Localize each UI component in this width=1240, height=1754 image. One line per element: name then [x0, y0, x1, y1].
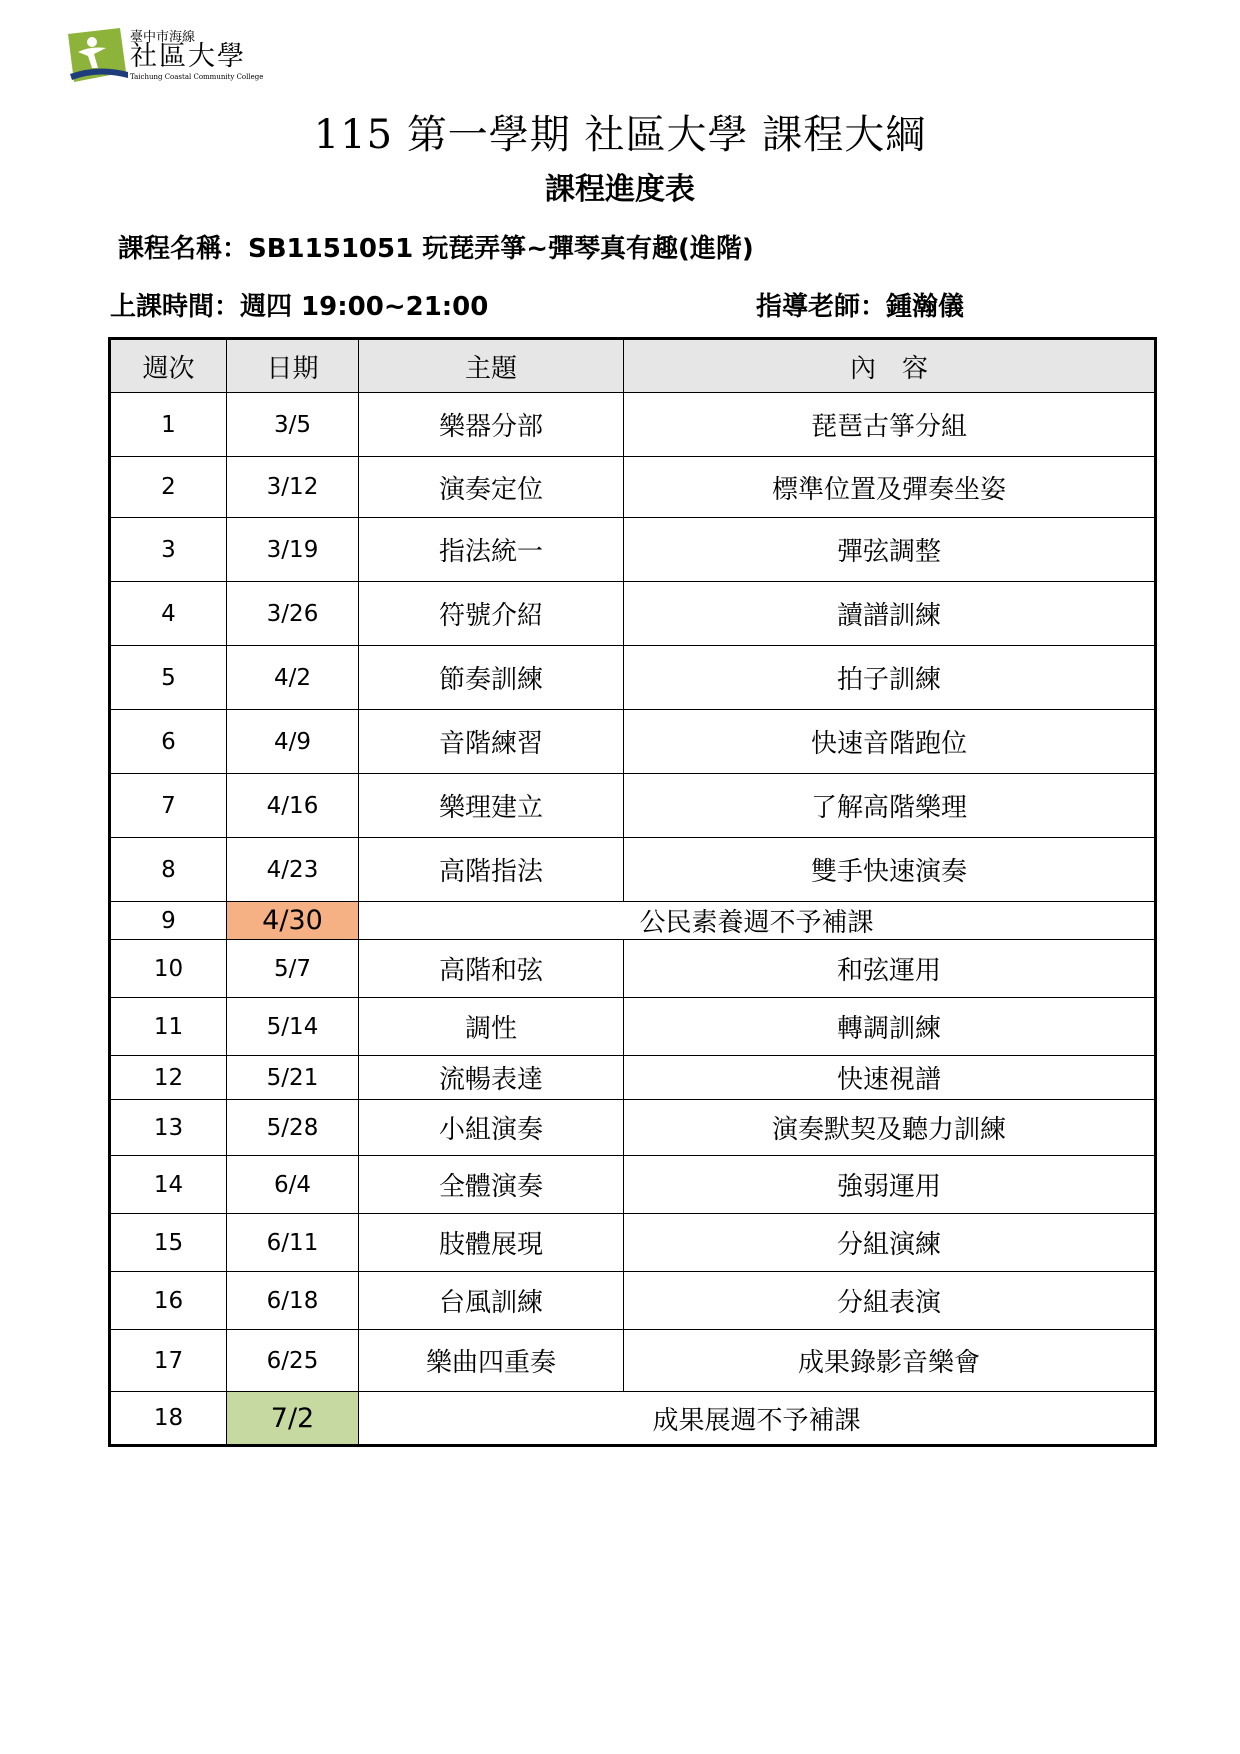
week-cell: 16 [110, 1272, 227, 1330]
date-cell: 5/7 [227, 940, 359, 998]
week-cell: 18 [110, 1392, 227, 1446]
topic-cell: 流暢表達 [359, 1056, 624, 1100]
table-row [110, 774, 1156, 838]
content-cell: 彈弦調整 [624, 518, 1156, 582]
topic-cell: 樂理建立 [359, 774, 624, 838]
header-topic: 主題 [359, 339, 624, 393]
table-row [110, 1330, 1156, 1392]
date-cell: 6/11 [227, 1214, 359, 1272]
table-row [110, 1392, 1156, 1446]
content-cell: 快速音階跑位 [624, 710, 1156, 774]
week-cell: 7 [110, 774, 227, 838]
topic-cell: 節奏訓練 [359, 646, 624, 710]
table-row [110, 646, 1156, 710]
date-cell: 5/14 [227, 998, 359, 1056]
schedule-table [108, 337, 1157, 1447]
date-cell: 6/25 [227, 1330, 359, 1392]
topic-cell: 調性 [359, 998, 624, 1056]
date-cell: 5/28 [227, 1100, 359, 1156]
content-cell: 強弱運用 [624, 1156, 1156, 1214]
week-cell: 17 [110, 1330, 227, 1392]
topic-cell: 全體演奏 [359, 1156, 624, 1214]
topic-cell: 肢體展現 [359, 1214, 624, 1272]
content-cell: 演奏默契及聽力訓練 [624, 1100, 1156, 1156]
content-cell: 琵琶古箏分組 [624, 393, 1156, 457]
week-cell: 10 [110, 940, 227, 998]
date-cell: 6/4 [227, 1156, 359, 1214]
table-row [110, 1272, 1156, 1330]
table-row [110, 940, 1156, 998]
content-cell: 雙手快速演奏 [624, 838, 1156, 902]
topic-cell: 演奏定位 [359, 457, 624, 518]
week-cell: 4 [110, 582, 227, 646]
week-cell: 3 [110, 518, 227, 582]
content-cell: 讀譜訓練 [624, 582, 1156, 646]
week-cell: 1 [110, 393, 227, 457]
date-cell: 3/5 [227, 393, 359, 457]
table-row [110, 1100, 1156, 1156]
week-cell: 11 [110, 998, 227, 1056]
date-cell: 4/16 [227, 774, 359, 838]
topic-cell: 小組演奏 [359, 1100, 624, 1156]
topic-cell: 樂器分部 [359, 393, 624, 457]
week-cell: 5 [110, 646, 227, 710]
table-row [110, 710, 1156, 774]
no-class-notice: 公民素養週不予補課 [359, 902, 1156, 940]
table-row [110, 1214, 1156, 1272]
table-row [110, 1156, 1156, 1214]
week-cell: 8 [110, 838, 227, 902]
date-cell: 3/19 [227, 518, 359, 582]
logo-text-english: Taichung Coastal Community College [130, 73, 264, 81]
topic-cell: 高階指法 [359, 838, 624, 902]
date-cell: 6/18 [227, 1272, 359, 1330]
topic-cell: 台風訓練 [359, 1272, 624, 1330]
content-cell: 轉調訓練 [624, 998, 1156, 1056]
document-subtitle: 課程進度表 [545, 172, 695, 207]
table-row [110, 518, 1156, 582]
teacher-name: 指導老師：鍾瀚儀 [756, 292, 965, 322]
topic-cell: 符號介紹 [359, 582, 624, 646]
table-row [110, 902, 1156, 940]
table-row [110, 393, 1156, 457]
table-header-row [110, 339, 1156, 393]
table-row [110, 838, 1156, 902]
table-row [110, 457, 1156, 518]
week-cell: 2 [110, 457, 227, 518]
date-cell: 4/30 [227, 902, 359, 940]
week-cell: 6 [110, 710, 227, 774]
content-cell: 快速視譜 [624, 1056, 1156, 1100]
content-cell: 分組演練 [624, 1214, 1156, 1272]
content-cell: 標準位置及彈奏坐姿 [624, 457, 1156, 518]
content-cell: 分組表演 [624, 1272, 1156, 1330]
date-cell: 5/21 [227, 1056, 359, 1100]
header-week: 週次 [110, 339, 227, 393]
logo-emblem-icon [68, 28, 130, 84]
week-cell: 13 [110, 1100, 227, 1156]
course-name: 課程名稱：SB1151051 玩琵弄箏~彈琴真有趣(進階) [118, 234, 754, 264]
content-cell: 拍子訓練 [624, 646, 1156, 710]
content-cell: 成果錄影音樂會 [624, 1330, 1156, 1392]
document-title: 115 第一學期 社區大學 課程大綱 [313, 112, 927, 158]
header-content: 內 容 [624, 339, 1156, 393]
date-cell: 4/23 [227, 838, 359, 902]
logo-text-city: 臺中市海線 [130, 30, 196, 45]
table-row [110, 998, 1156, 1056]
date-cell: 3/12 [227, 457, 359, 518]
content-cell: 和弦運用 [624, 940, 1156, 998]
college-logo [68, 24, 268, 88]
date-cell: 3/26 [227, 582, 359, 646]
logo-text-name: 社區大學 [130, 41, 246, 72]
topic-cell: 指法統一 [359, 518, 624, 582]
table-row [110, 1056, 1156, 1100]
no-class-notice: 成果展週不予補課 [359, 1392, 1156, 1446]
date-cell: 7/2 [227, 1392, 359, 1446]
schedule-body [110, 393, 1156, 1446]
header-date: 日期 [227, 339, 359, 393]
class-time: 上課時間：週四 19:00~21:00 [110, 292, 489, 322]
topic-cell: 樂曲四重奏 [359, 1330, 624, 1392]
week-cell: 14 [110, 1156, 227, 1214]
topic-cell: 音階練習 [359, 710, 624, 774]
date-cell: 4/2 [227, 646, 359, 710]
topic-cell: 高階和弦 [359, 940, 624, 998]
date-cell: 4/9 [227, 710, 359, 774]
content-cell: 了解高階樂理 [624, 774, 1156, 838]
table-row [110, 582, 1156, 646]
week-cell: 12 [110, 1056, 227, 1100]
week-cell: 15 [110, 1214, 227, 1272]
week-cell: 9 [110, 902, 227, 940]
